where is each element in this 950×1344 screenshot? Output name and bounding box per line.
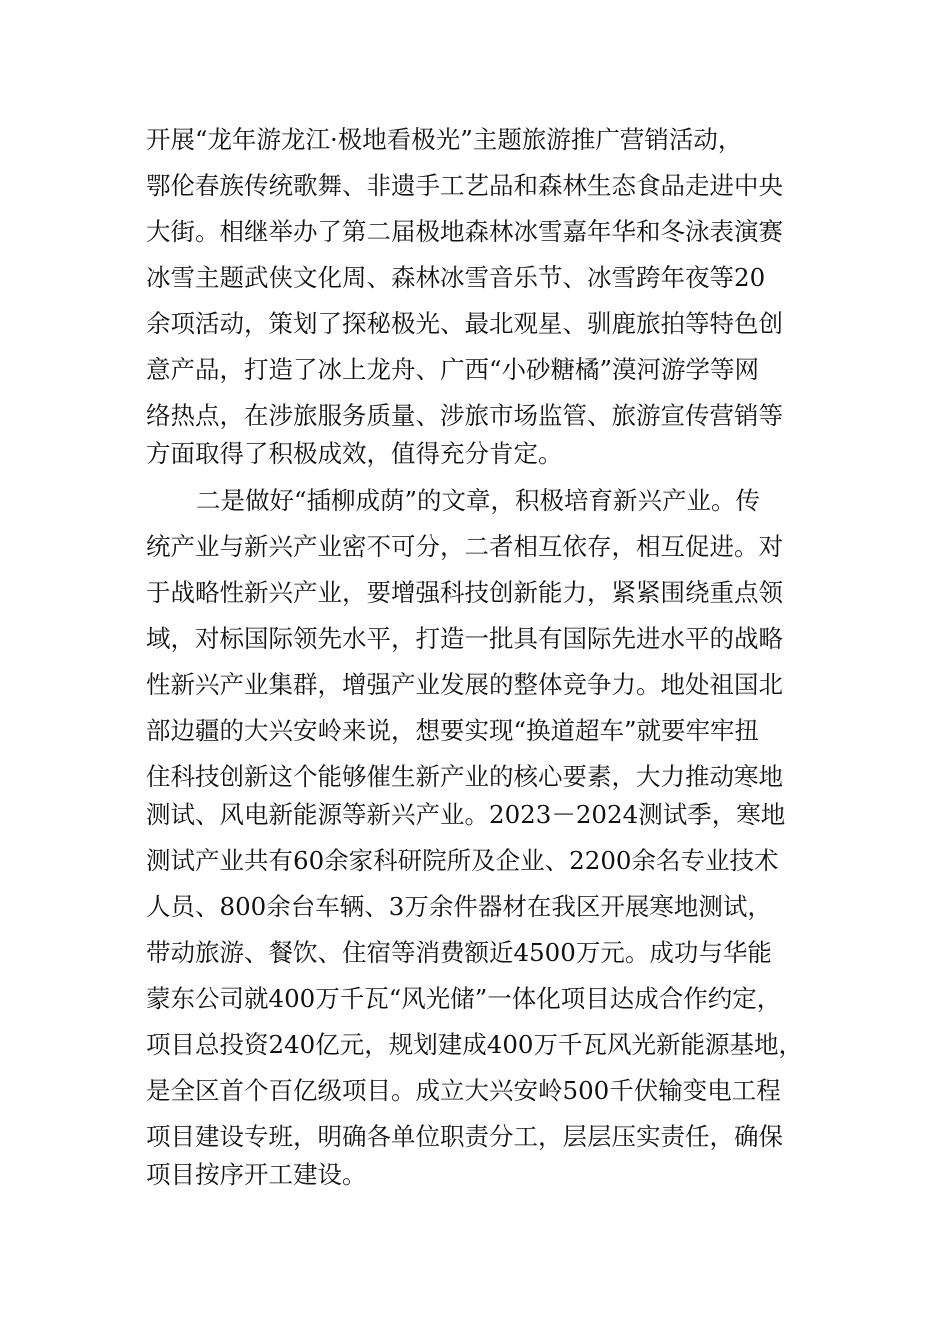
text-line: 大街。相继举办了第二届极地森林冰雪嘉年华和冬泳表演赛 bbox=[146, 217, 783, 246]
text-line: 项目总投资240亿元，规划建成400万千瓦风光新能源基地， bbox=[146, 1030, 804, 1059]
text-line: 余项活动，策划了探秘极光、最北观星、驯鹿旅拍等特色创 bbox=[146, 309, 783, 338]
text-line: 人员、800余台车辆、3万余件器材在我区开展寒地测试， bbox=[146, 892, 772, 921]
text-line: 部边疆的大兴安岭来说，想要实现“换道超车”就要牢牢扭 bbox=[146, 716, 760, 745]
text-line: 住科技创新这个能够催生新产业的核心要素，大力推动寒地 bbox=[146, 762, 783, 791]
text-line: 鄂伦春族传统歌舞、非遗手工艺品和森林生态食品走进中央 bbox=[146, 171, 783, 200]
text-line: 意产品，打造了冰上龙舟、广西“小砂糖橘”漠河游学等网 bbox=[146, 355, 760, 384]
text-line: 蒙东公司就400万千瓦“风光储”一体化项目达成合作约定， bbox=[146, 984, 782, 1013]
text-line: 测试、风电新能源等新兴产业。2023－2024测试季，寒地 bbox=[146, 800, 786, 829]
text-line: 是全区首个百亿级项目。成立大兴安岭500千伏输变电工程 bbox=[146, 1076, 781, 1105]
text-line: 域，对标国际领先水平，打造一批具有国际先进水平的战略 bbox=[146, 624, 783, 653]
text-line: 冰雪主题武侠文化周、森林冰雪音乐节、冰雪跨年夜等20 bbox=[146, 263, 766, 292]
text-line: 测试产业共有60余家科研院所及企业、2200余名专业技术 bbox=[146, 846, 779, 875]
text-line: 二是做好“插柳成荫”的文章，积极培育新兴产业。传 bbox=[196, 486, 761, 515]
text-line: 络热点，在涉旅服务质量、涉旅市场监管、旅游宣传营销等 bbox=[146, 401, 783, 430]
text-line: 性新兴产业集群，增强产业发展的整体竞争力。地处祖国北 bbox=[146, 670, 783, 699]
text-line: 项目按序开工建设。 bbox=[146, 1160, 367, 1189]
text-line: 开展“龙年游龙江·极地看极光”主题旅游推广营销活动， bbox=[146, 125, 743, 154]
text-line: 方面取得了积极成效，值得充分肯定。 bbox=[146, 439, 563, 468]
text-line: 于战略性新兴产业，要增强科技创新能力，紧紧围绕重点领 bbox=[146, 578, 783, 607]
text-line: 带动旅游、餐饮、住宿等消费额近4500万元。成功与华能 bbox=[146, 938, 772, 967]
text-line: 项目建设专班，明确各单位职责分工，层层压实责任，确保 bbox=[146, 1122, 783, 1151]
text-line: 统产业与新兴产业密不可分，二者相互依存，相互促进。对 bbox=[146, 532, 783, 561]
